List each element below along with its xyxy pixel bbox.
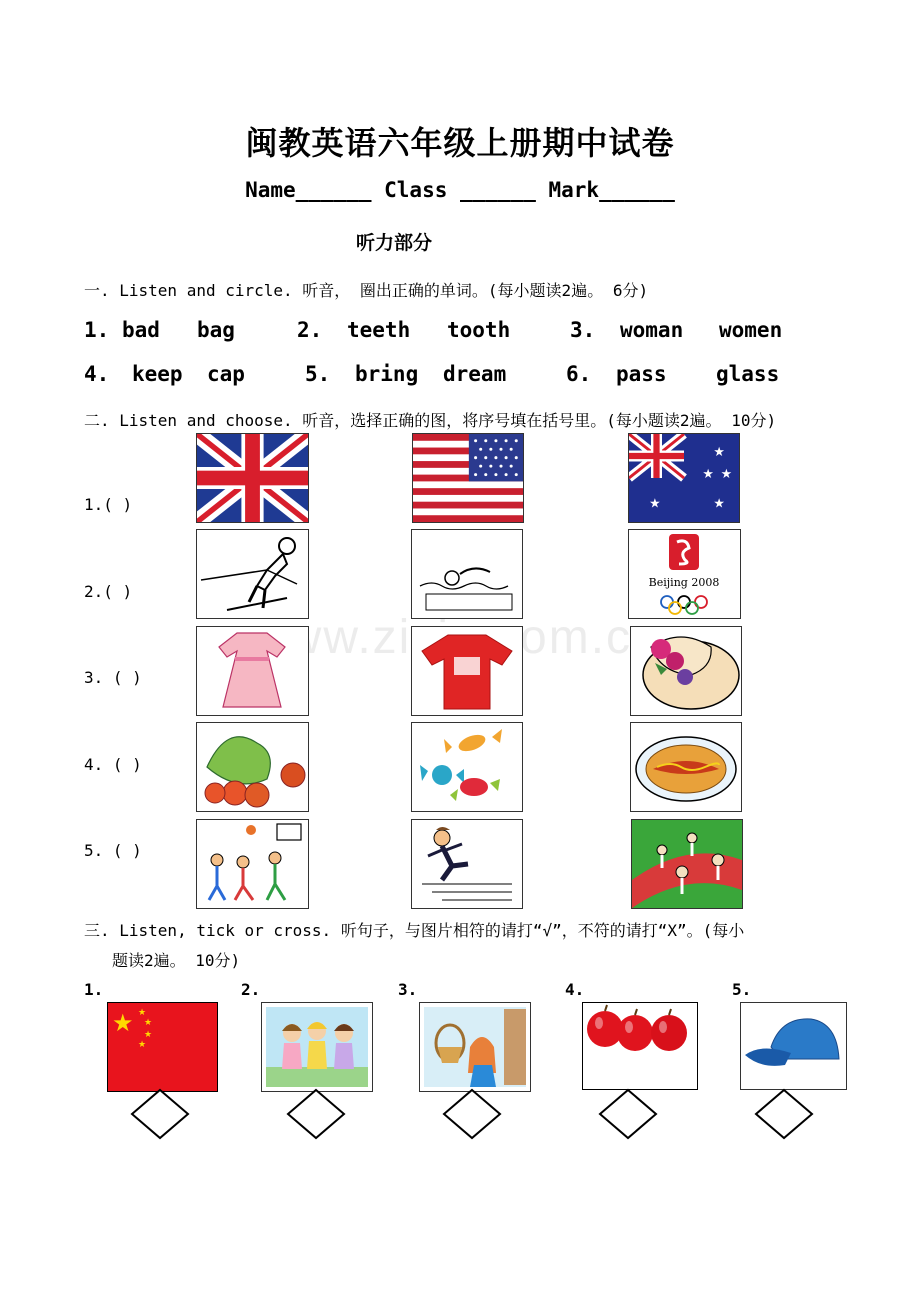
s1-item-num: 3. xyxy=(570,318,596,342)
answer-diamond-box[interactable] xyxy=(442,1088,502,1140)
svg-text:★: ★ xyxy=(720,467,733,482)
s1-word-option[interactable]: dream xyxy=(443,362,507,386)
svg-text:★: ★ xyxy=(138,1040,147,1050)
s3-item-num: 1. xyxy=(84,980,104,999)
t-shirt-picture[interactable] xyxy=(411,626,523,716)
s1-word-option[interactable]: glass xyxy=(716,362,780,386)
answer-diamond-box[interactable] xyxy=(286,1088,346,1140)
section1-heading: 一. Listen and circle. 听音， 圈出正确的单词。(每小题读2遍。 6分) xyxy=(84,281,649,300)
hot-dog-picture[interactable] xyxy=(630,722,742,812)
dress-picture[interactable] xyxy=(196,626,309,716)
svg-text:★: ★ xyxy=(649,496,661,512)
s1-item-num: 4. xyxy=(84,362,110,386)
cap-picture xyxy=(740,1002,847,1090)
s1-word-option[interactable]: bag xyxy=(197,318,235,342)
svg-text:★: ★ xyxy=(144,1030,153,1040)
s2-answer-blank[interactable]: 2.( ) xyxy=(84,582,133,601)
s1-word-option[interactable]: bring xyxy=(355,362,419,386)
skiing-picture[interactable] xyxy=(196,529,309,619)
svg-text:★: ★ xyxy=(713,496,725,512)
apples-picture xyxy=(582,1002,698,1090)
s3-item-num: 3. xyxy=(398,980,418,999)
s2-answer-blank[interactable]: 4. ( ) xyxy=(84,755,142,774)
uk-flag-picture[interactable] xyxy=(196,433,309,523)
s1-word-option[interactable]: teeth xyxy=(347,318,411,342)
long-jump-picture[interactable] xyxy=(411,819,523,909)
beijing-2008-logo-picture[interactable] xyxy=(628,529,741,619)
svg-text:★: ★ xyxy=(713,445,725,460)
section3-heading-continued: 题读2遍。 10分) xyxy=(112,951,241,970)
s1-word-option[interactable]: pass xyxy=(616,362,667,386)
svg-text:★: ★ xyxy=(144,1018,153,1028)
s2-answer-blank[interactable]: 5. ( ) xyxy=(84,841,142,860)
svg-text:★: ★ xyxy=(702,467,714,482)
basketball-picture[interactable] xyxy=(196,819,309,909)
s1-item-num: 6. xyxy=(566,362,592,386)
running-picture[interactable] xyxy=(631,819,743,909)
s1-word-option[interactable]: cap xyxy=(207,362,245,386)
section3-heading: 三. Listen, tick or cross. 听句子，与图片相符的请打“√”，不符的请打“X”。(每小 xyxy=(84,921,745,940)
s3-item-num: 2. xyxy=(241,980,261,999)
s3-item-num: 5. xyxy=(732,980,752,999)
page-title: 闽教英语六年级上册期中试卷 xyxy=(245,124,675,162)
s1-word-option[interactable]: bad xyxy=(122,318,160,342)
svg-text:Beijing 2008: Beijing 2008 xyxy=(648,576,720,589)
china-flag-picture xyxy=(107,1002,218,1092)
svg-text:★: ★ xyxy=(138,1008,147,1018)
s1-item-num: 2. xyxy=(297,318,323,342)
candy-picture[interactable] xyxy=(411,722,523,812)
s3-item-num: 4. xyxy=(565,980,585,999)
s1-word-option[interactable]: keep xyxy=(132,362,183,386)
section2-heading: 二. Listen and choose. 听音，选择正确的图，将序号填在括号里。(每小题读2遍。 10分) xyxy=(84,411,777,430)
girls-ice-cream-picture xyxy=(261,1002,373,1092)
answer-diamond-box[interactable] xyxy=(598,1088,658,1140)
name-class-mark-line: Name______ Class ______ Mark______ xyxy=(245,178,675,202)
s2-answer-blank[interactable]: 3. ( ) xyxy=(84,668,142,687)
s2-answer-blank[interactable]: 1.( ) xyxy=(84,495,133,514)
us-flag-picture[interactable] xyxy=(412,433,524,523)
svg-text:★: ★ xyxy=(112,1009,134,1037)
swimming-picture[interactable] xyxy=(411,529,523,619)
s1-word-option[interactable]: tooth xyxy=(447,318,511,342)
listening-section-subtitle: 听力部分 xyxy=(356,232,433,254)
australia-flag-picture[interactable] xyxy=(628,433,740,523)
s1-item-num: 5. xyxy=(305,362,331,386)
s1-word-option[interactable]: woman xyxy=(620,318,684,342)
hat-picture[interactable] xyxy=(630,626,742,716)
s1-item-num: 1. xyxy=(84,318,110,342)
girl-basket-picture xyxy=(419,1002,531,1092)
vegetables-picture[interactable] xyxy=(196,722,309,812)
answer-diamond-box[interactable] xyxy=(130,1088,190,1140)
answer-diamond-box[interactable] xyxy=(754,1088,814,1140)
s1-word-option[interactable]: women xyxy=(719,318,783,342)
